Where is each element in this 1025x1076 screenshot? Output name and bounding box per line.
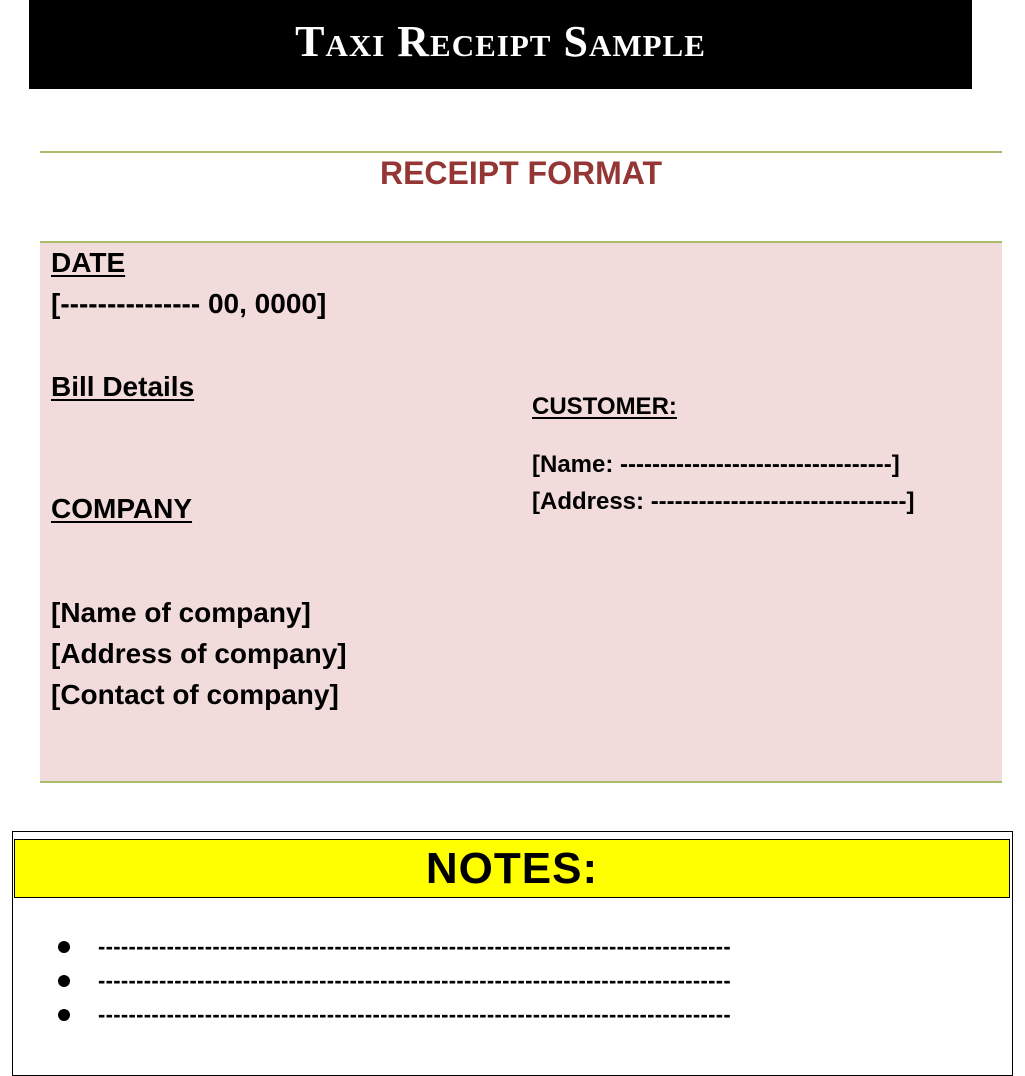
company-contact: [Contact of company] — [51, 679, 339, 710]
heading-rule — [40, 151, 1002, 153]
date-value: [--------------- 00, 0000] — [51, 288, 327, 319]
bullet-icon — [58, 1009, 70, 1021]
section-heading: RECEIPT FORMAT — [379, 155, 663, 191]
note-text: ----------------------------------------------------------------------------------- — [98, 934, 731, 959]
bill-details-label: Bill Details — [51, 371, 195, 402]
date-label: DATE — [51, 247, 126, 278]
list-item — [58, 930, 998, 964]
page-title: Taxi Receipt Sample — [295, 17, 706, 66]
notes-header — [14, 839, 1010, 898]
company-name: [Name of company] — [51, 597, 311, 628]
bullet-icon — [58, 975, 70, 987]
company-address: [Address of company] — [51, 638, 347, 669]
list-item — [58, 998, 998, 1032]
customer-address: [Address: --------------------------------] — [532, 488, 915, 515]
customer-name: [Name: ----------------------------------] — [532, 451, 900, 478]
note-text: ----------------------------------------------------------------------------------- — [98, 1002, 731, 1027]
notes-title: NOTES: — [425, 843, 599, 893]
bullet-icon — [58, 941, 70, 953]
company-label: COMPANY — [51, 493, 193, 524]
note-text: ----------------------------------------------------------------------------------- — [98, 968, 731, 993]
title-banner — [29, 0, 972, 89]
notes-list — [58, 930, 998, 1032]
customer-label: CUSTOMER: — [532, 393, 677, 420]
list-item — [58, 964, 998, 998]
receipt-panel — [40, 241, 1002, 783]
